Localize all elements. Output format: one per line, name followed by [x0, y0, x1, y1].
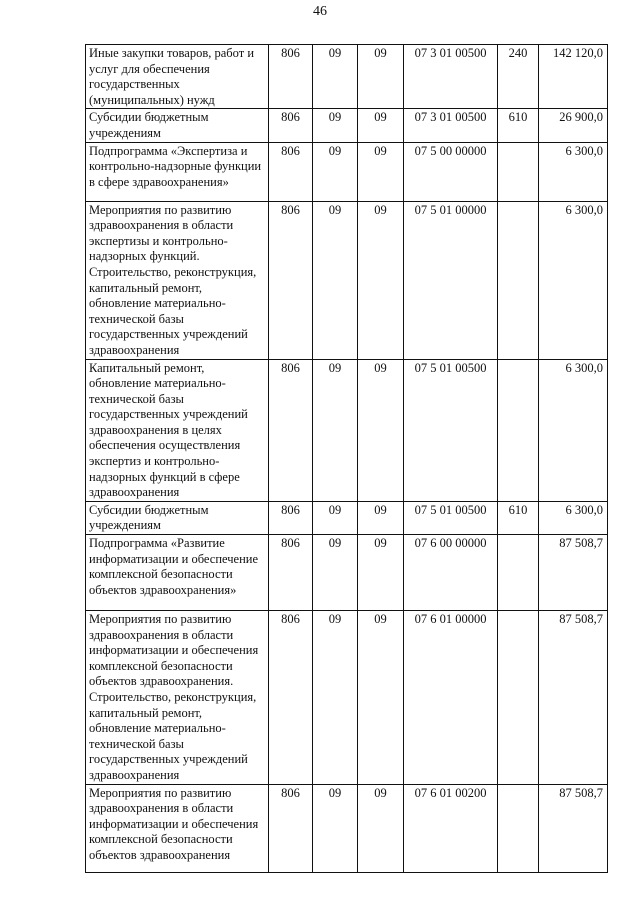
- cell-vr: 610: [498, 109, 539, 142]
- cell-csr: 07 5 01 00500: [404, 359, 498, 501]
- cell-sum: 87 508,7: [539, 611, 608, 785]
- cell-ved: 806: [269, 109, 313, 142]
- cell-vr: 610: [498, 501, 539, 534]
- cell-rz: 09: [313, 535, 358, 611]
- cell-name: Субсидии бюджетным учреждениям: [86, 109, 269, 142]
- cell-sum: 142 120,0: [539, 45, 608, 109]
- cell-name: Мероприятия по развитию здравоохранения в области информатизации и обеспечения комплексной безопасности объектов здравоохранения. Строительство, реконструкция, капитальный ремонт, обновление материально-технической базы государственных учреждений здравоохранения: [86, 611, 269, 785]
- cell-sum: 6 300,0: [539, 142, 608, 201]
- cell-name: Подпрограмма «Экспертиза и контрольно-надзорные функции в сфере здравоохранения»: [86, 142, 269, 201]
- cell-ved: 806: [269, 501, 313, 534]
- table-row: [86, 611, 608, 785]
- page-number: 46: [313, 4, 327, 19]
- cell-name: Капитальный ремонт, обновление материально-технической базы государственных учреждений здравоохранения в целях обеспечения осуществления экспертиз и контрольно-надзорных функций в сфере здравоохранения: [86, 359, 269, 501]
- cell-csr: 07 6 01 00200: [404, 784, 498, 872]
- cell-vr: [498, 359, 539, 501]
- cell-rz: 09: [313, 359, 358, 501]
- cell-rz: 09: [313, 784, 358, 872]
- cell-sum: 87 508,7: [539, 535, 608, 611]
- cell-ved: 806: [269, 359, 313, 501]
- cell-pr: 09: [358, 109, 404, 142]
- cell-sum: 6 300,0: [539, 359, 608, 501]
- cell-pr: 09: [358, 142, 404, 201]
- cell-vr: [498, 201, 539, 359]
- cell-csr: 07 5 00 00000: [404, 142, 498, 201]
- cell-rz: 09: [313, 109, 358, 142]
- table-row: [86, 109, 608, 142]
- cell-csr: 07 6 00 00000: [404, 535, 498, 611]
- table-row: [86, 45, 608, 109]
- cell-sum: 87 508,7: [539, 784, 608, 872]
- table-row: [86, 201, 608, 359]
- cell-csr: 07 5 01 00500: [404, 501, 498, 534]
- cell-ved: 806: [269, 201, 313, 359]
- cell-ved: 806: [269, 611, 313, 785]
- budget-table: [85, 44, 608, 873]
- cell-csr: 07 5 01 00000: [404, 201, 498, 359]
- cell-name: Иные закупки товаров, работ и услуг для обеспечения государственных (муниципальных) нужд: [86, 45, 269, 109]
- cell-csr: 07 3 01 00500: [404, 45, 498, 109]
- cell-name: Мероприятия по развитию здравоохранения в области информатизации и обеспечения комплексной безопасности объектов здравоохранения: [86, 784, 269, 872]
- cell-name: Субсидии бюджетным учреждениям: [86, 501, 269, 534]
- cell-rz: 09: [313, 142, 358, 201]
- cell-pr: 09: [358, 535, 404, 611]
- cell-pr: 09: [358, 359, 404, 501]
- cell-rz: 09: [313, 45, 358, 109]
- cell-vr: [498, 784, 539, 872]
- cell-rz: 09: [313, 611, 358, 785]
- cell-pr: 09: [358, 784, 404, 872]
- cell-pr: 09: [358, 45, 404, 109]
- table-row: [86, 142, 608, 201]
- cell-pr: 09: [358, 611, 404, 785]
- cell-csr: 07 6 01 00000: [404, 611, 498, 785]
- cell-pr: 09: [358, 201, 404, 359]
- table-row: [86, 784, 608, 872]
- cell-sum: 6 300,0: [539, 201, 608, 359]
- cell-name: Мероприятия по развитию здравоохранения в области экспертизы и контрольно-надзорных функций. Строительство, реконструкция, капитальный ремонт, обновление материально-технической базы государственных учреждений здравоохранения: [86, 201, 269, 359]
- cell-ved: 806: [269, 45, 313, 109]
- cell-vr: [498, 535, 539, 611]
- cell-ved: 806: [269, 535, 313, 611]
- cell-vr: [498, 611, 539, 785]
- cell-sum: 6 300,0: [539, 501, 608, 534]
- cell-rz: 09: [313, 201, 358, 359]
- table-row: [86, 359, 608, 501]
- cell-ved: 806: [269, 784, 313, 872]
- cell-vr: [498, 142, 539, 201]
- cell-sum: 26 900,0: [539, 109, 608, 142]
- table-row: [86, 535, 608, 611]
- cell-ved: 806: [269, 142, 313, 201]
- cell-rz: 09: [313, 501, 358, 534]
- cell-vr: 240: [498, 45, 539, 109]
- cell-pr: 09: [358, 501, 404, 534]
- cell-csr: 07 3 01 00500: [404, 109, 498, 142]
- table-row: [86, 501, 608, 534]
- cell-name: Подпрограмма «Развитие информатизации и обеспечение комплексной безопасности объектов здравоохранения»: [86, 535, 269, 611]
